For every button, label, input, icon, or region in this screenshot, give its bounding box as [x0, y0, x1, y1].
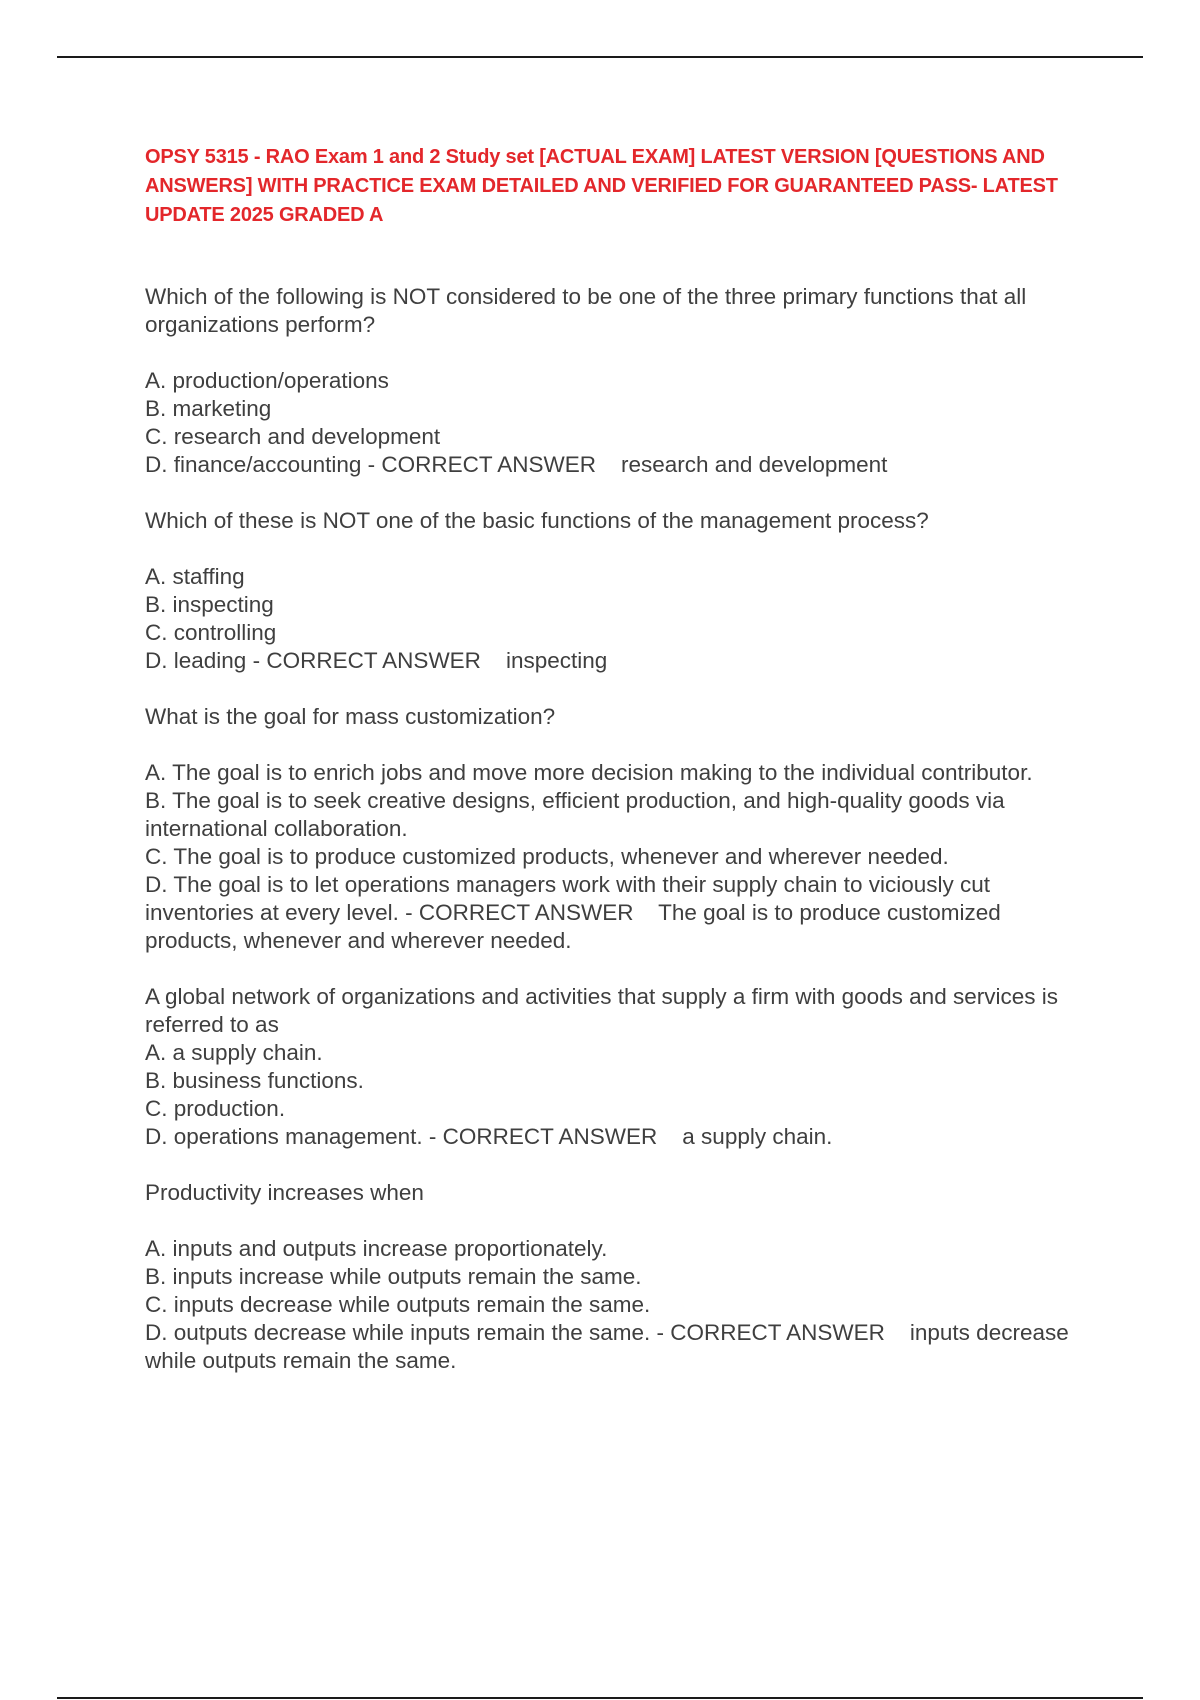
option-c: C. production. [145, 1096, 286, 1121]
option-a: A. production/operations [145, 368, 389, 393]
question-5 [145, 1179, 1085, 1375]
question-2 [145, 507, 1085, 675]
option-a: A. staffing [145, 564, 245, 589]
option-d-with-answer: D. The goal is to let operations managers work with their supply chain to viciously cut inventories at every level. - CORRECT ANSWER The goal is to produce customized products, whenever and wherever needed. [145, 872, 1001, 953]
document-title: OPSY 5315 - RAO Exam 1 and 2 Study set [ACTUAL EXAM] LATEST VERSION [QUESTIONS AND ANSWERS] WITH PRACTICE EXAM DETAILED AND VERIFIED FOR GUARANTEED PASS- LATEST UPDATE 2025 GRADED A [145, 146, 1058, 226]
question-4 [145, 983, 1085, 1151]
question-text: A global network of organizations and activities that supply a firm with goods and services is referred to as [145, 984, 1058, 1037]
option-d: D. The goal is to let operations managers work with their supply chain to viciously cut inventories at every level. [145, 872, 990, 925]
document-body [145, 143, 1085, 1403]
option-d: D. finance/accounting [145, 452, 362, 477]
correct-answer: inspecting [505, 648, 608, 673]
option-c: C. research and development [145, 424, 441, 449]
top-rule [57, 56, 1143, 58]
option-list [145, 1235, 1085, 1375]
option-b: B. marketing [145, 396, 272, 421]
question-text: Which of these is NOT one of the basic functions of the management process? [145, 508, 929, 533]
question-text: What is the goal for mass customization? [145, 704, 556, 729]
option-a: A. inputs and outputs increase proportionately. [145, 1236, 608, 1261]
option-d: D. leading [145, 648, 247, 673]
bottom-rule [57, 1697, 1143, 1699]
correct-answer: research and development [621, 452, 888, 477]
question-text: Productivity increases when [145, 1180, 424, 1205]
question-3 [145, 703, 1085, 955]
option-b: B. business functions. [145, 1068, 364, 1093]
option-b: B. The goal is to seek creative designs, efficient production, and high-quality goods via international collaboration. [145, 788, 1005, 841]
option-d-with-answer: D. leading - CORRECT ANSWER inspecting [145, 648, 608, 673]
option-a: A. The goal is to enrich jobs and move more decision making to the individual contributor. [145, 760, 1033, 785]
option-c: C. inputs decrease while outputs remain the same. [145, 1292, 651, 1317]
question-1 [145, 283, 1085, 479]
question-text: Which of the following is NOT considered to be one of the three primary functions that all organizations perform? [145, 284, 1027, 337]
answer-label: CORRECT ANSWER [442, 1124, 658, 1149]
answer-label: CORRECT ANSWER [670, 1320, 885, 1345]
answer-label: CORRECT ANSWER [266, 648, 481, 673]
option-b: B. inspecting [145, 592, 274, 617]
option-list [145, 563, 1085, 675]
option-d-with-answer: D. finance/accounting - CORRECT ANSWER research and development [145, 452, 888, 477]
correct-answer: inputs decrease while outputs remain the same. [145, 1320, 1069, 1373]
correct-answer: The goal is to produce customized products, whenever and wherever needed. [145, 900, 1001, 953]
option-list [145, 1039, 1085, 1151]
answer-label: CORRECT ANSWER [418, 900, 634, 925]
option-d-with-answer: D. operations management. - CORRECT ANSWER a supply chain. [145, 1124, 833, 1149]
option-d-with-answer: D. outputs decrease while inputs remain the same. - CORRECT ANSWER inputs decrease while outputs remain the same. [145, 1320, 1069, 1373]
option-a: A. a supply chain. [145, 1040, 323, 1065]
question-list [145, 283, 1085, 1375]
option-b: B. inputs increase while outputs remain the same. [145, 1264, 642, 1289]
correct-answer: a supply chain. [682, 1124, 833, 1149]
option-d: D. outputs decrease while inputs remain the same. [145, 1320, 651, 1345]
option-list [145, 759, 1085, 955]
option-c: C. controlling [145, 620, 277, 645]
option-list [145, 367, 1085, 479]
answer-label: CORRECT ANSWER [381, 452, 596, 477]
option-c: C. The goal is to produce customized products, whenever and wherever needed. [145, 844, 949, 869]
option-d: D. operations management. [145, 1124, 423, 1149]
